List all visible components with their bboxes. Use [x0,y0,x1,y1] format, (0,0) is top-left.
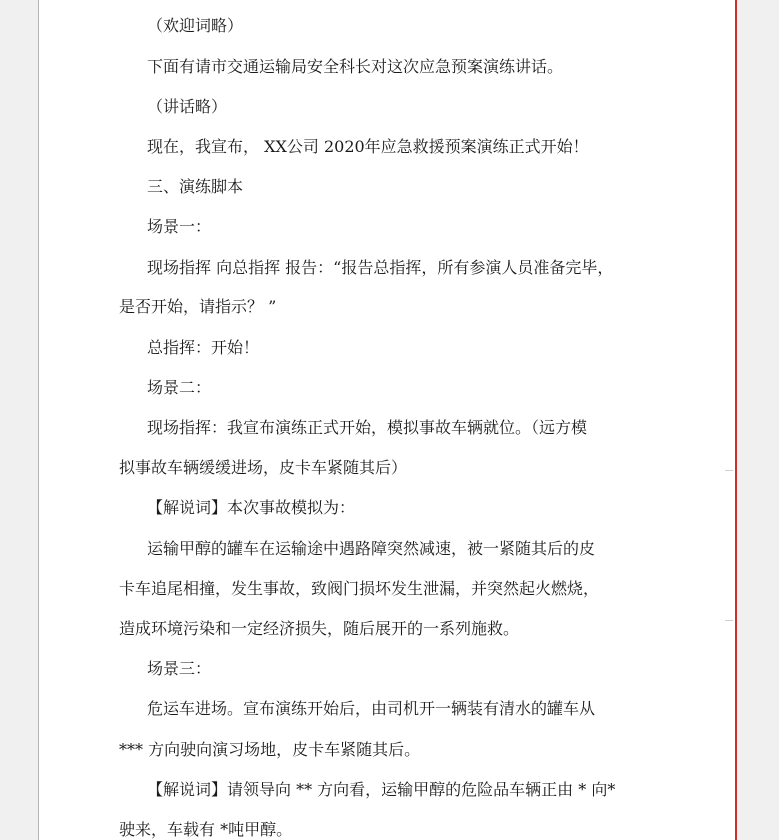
paragraph-welcome-omitted: （欢迎词略） [147,16,244,35]
scene-one-report-line-1: 现场指挥 向总指挥 报告：“报告总指挥，所有参演人员准备完毕， [147,258,614,277]
scene-two-heading: 场景二： [147,378,212,397]
narration-scene-two-line-1: 运输甲醇的罐车在运输途中遇路障突然减速，被一紧随其后的皮 [147,539,596,558]
scene-three-line-1: 危运车进场。宣布演练开始后，由司机开一辆装有清水的罐车从 [147,699,596,718]
page-edge-mark [725,470,733,471]
narration-scene-two-heading: 【解说词】本次事故模拟为： [147,498,356,517]
scene-two-line-1: 现场指挥：我宣布演练正式开始，模拟事故车辆就位。（远方模 [147,418,588,437]
section-heading-script: 三、演练脚本 [147,177,244,196]
scene-one-commander-reply: 总指挥：开始！ [147,338,260,357]
narration-scene-three-line-1: 【解说词】请领导向 ** 方向看，运输甲醇的危险品车辆正由 * 向* [147,780,616,799]
document-page [38,0,737,840]
scene-three-heading: 场景三： [147,659,212,678]
page-edge-mark [725,620,733,621]
scene-one-report-line-2: 是否开始，请指示？ ” [119,297,277,316]
paragraph-announce-start: 现在，我宣布， XX公司 2020年应急救援预案演练正式开始！ [147,137,589,156]
scene-two-line-2: 拟事故车辆缓缓进场，皮卡车紧随其后） [119,458,408,477]
scene-one-heading: 场景一： [147,217,212,236]
paragraph-invite-speech: 下面有请市交通运输局安全科长对这次应急预案演练讲话。 [147,57,564,76]
paragraph-speech-omitted: （讲话略） [147,97,228,116]
narration-scene-two-line-2: 卡车追尾相撞，发生事故，致阀门损坏发生泄漏，并突然起火燃烧， [119,579,600,598]
scene-three-line-2: *** 方向驶向演习场地，皮卡车紧随其后。 [119,740,421,759]
narration-scene-two-line-3: 造成环境污染和一定经济损失，随后展开的一系列施救。 [119,619,520,638]
narration-scene-three-line-2: 驶来，车载有 *吨甲醇。 [119,820,293,839]
